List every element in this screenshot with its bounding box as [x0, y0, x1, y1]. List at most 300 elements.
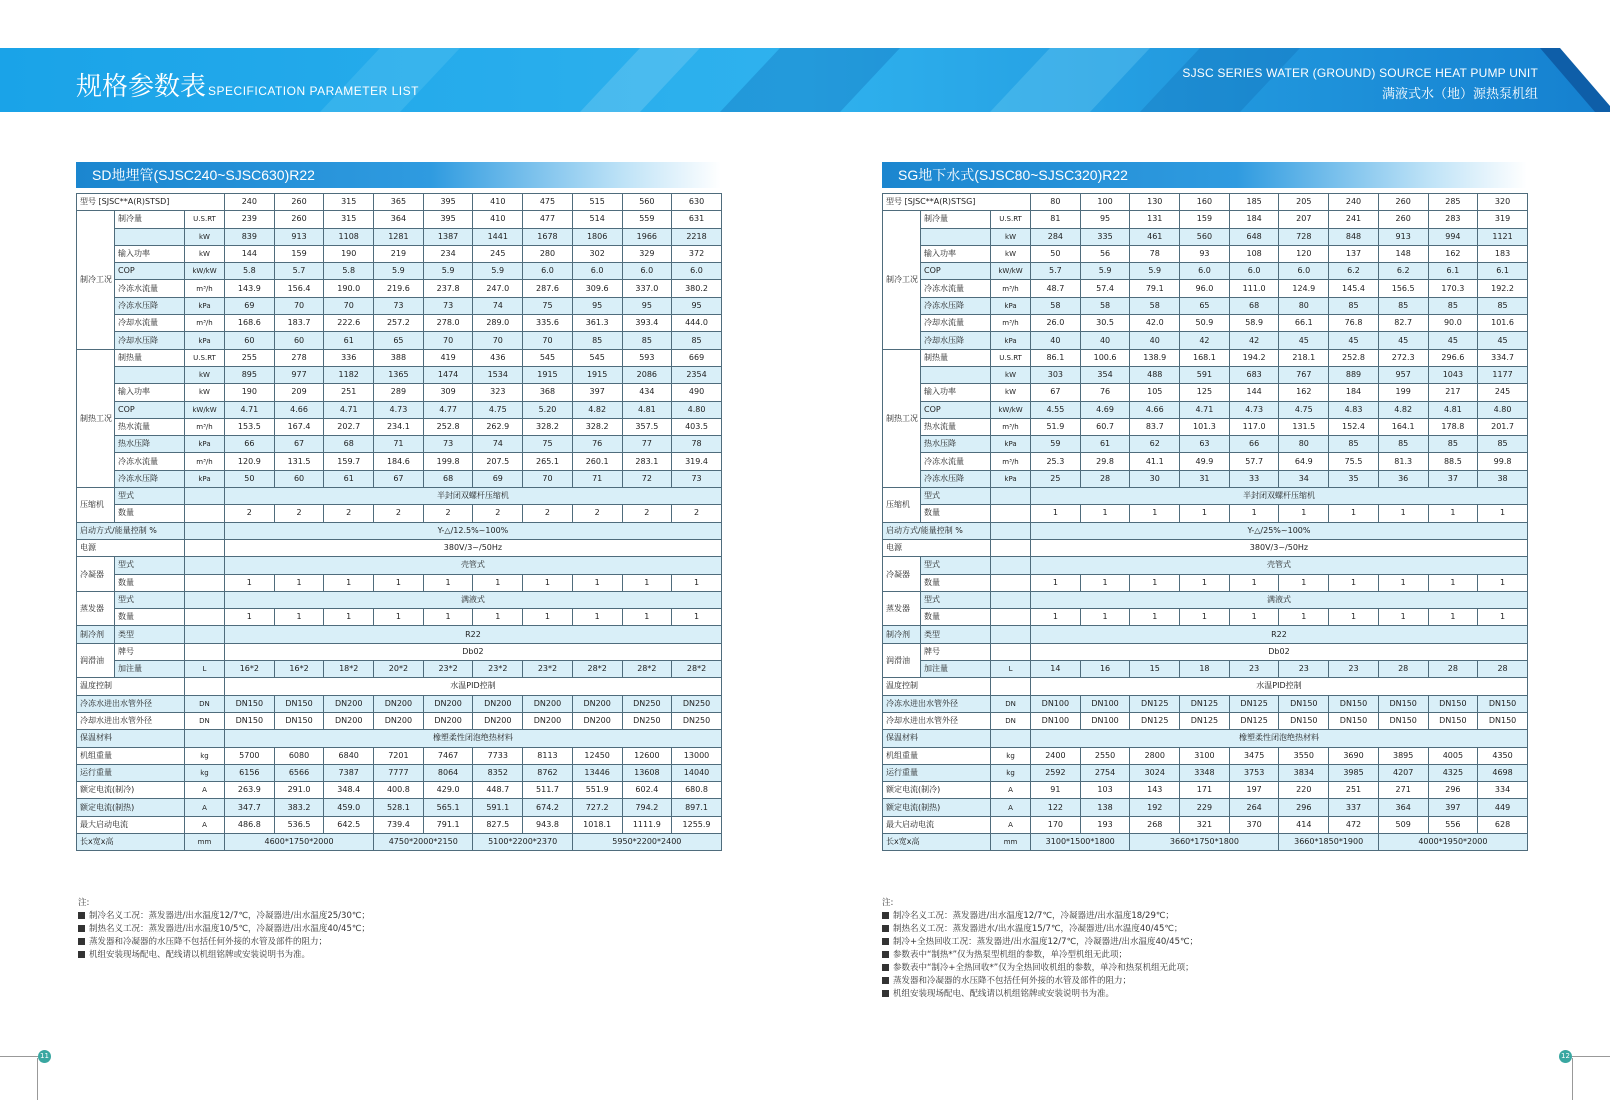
- value-cell: 16*2: [274, 661, 324, 678]
- value-cell: 192: [1130, 799, 1180, 816]
- table-row: [883, 730, 1528, 747]
- value-cell: 152.4: [1329, 418, 1379, 435]
- value-cell: 50.9: [1180, 315, 1230, 332]
- value-cell: 1111.9: [622, 816, 672, 833]
- value-cell: 791.1: [423, 816, 473, 833]
- value-cell: DN150: [1478, 695, 1528, 712]
- value-cell: DN150: [1378, 695, 1428, 712]
- value-cell: 14040: [672, 764, 722, 781]
- value-cell: 117.0: [1229, 418, 1279, 435]
- unit-cell: kPa: [185, 436, 225, 453]
- param-label: [921, 228, 991, 245]
- series-title-en: SJSC SERIES WATER (GROUND) SOURCE HEAT PUMP UNIT: [1182, 66, 1538, 80]
- value-cell: 105: [1130, 384, 1180, 401]
- right-spec-panel: [882, 162, 1527, 851]
- value-cell: 237.8: [423, 280, 473, 297]
- value-cell: DN150: [1428, 712, 1478, 729]
- value-cell: 65: [374, 332, 424, 349]
- value-cell: 4.73: [1229, 401, 1279, 418]
- value-cell: 1: [672, 574, 722, 591]
- value-cell: 319: [1478, 211, 1528, 228]
- table-row: [77, 782, 722, 799]
- value-cell: 60: [225, 332, 275, 349]
- value-cell: 895: [225, 366, 275, 383]
- param-label: 类型: [115, 626, 185, 643]
- param-label: 保温材料: [77, 730, 185, 747]
- value-cell: 45: [1279, 332, 1329, 349]
- value-cell: 1: [324, 574, 374, 591]
- value-cell: 1018.1: [572, 816, 622, 833]
- value-cell: 2754: [1080, 764, 1130, 781]
- value-cell: 1: [1031, 609, 1081, 626]
- series-title: [1182, 66, 1538, 102]
- table-row: [77, 557, 722, 574]
- unit-cell: kPa: [991, 297, 1031, 314]
- crop-line: [1572, 1056, 1610, 1057]
- value-cell: 329: [622, 245, 672, 262]
- value-cell: 58.9: [1229, 315, 1279, 332]
- value-cell: 40: [1080, 332, 1130, 349]
- value-cell: DN250: [672, 712, 722, 729]
- value-cell: 85: [1428, 436, 1478, 453]
- value-cell: 199: [1378, 384, 1428, 401]
- value-cell: 1043: [1428, 366, 1478, 383]
- value-cell: 137: [1329, 245, 1379, 262]
- value-cell: 1: [473, 609, 523, 626]
- value-cell: 528.1: [374, 799, 424, 816]
- notes-heading: 注:: [882, 898, 894, 908]
- value-cell: 278: [274, 349, 324, 366]
- value-cell: 262.9: [473, 418, 523, 435]
- value-cell: 95: [672, 297, 722, 314]
- value-cell: 178.8: [1428, 418, 1478, 435]
- span-value: Y-△/12.5%~100%: [225, 522, 722, 539]
- note-item: [882, 910, 1198, 923]
- value-cell: 994: [1428, 228, 1478, 245]
- value-cell: 28*2: [672, 661, 722, 678]
- value-cell: 34: [1279, 470, 1329, 487]
- value-cell: 337: [1329, 799, 1379, 816]
- value-cell: 6.1: [1478, 263, 1528, 280]
- value-cell: 1: [1428, 574, 1478, 591]
- left-spec-table: [76, 193, 722, 851]
- value-cell: 61: [1080, 436, 1130, 453]
- value-cell: 368: [523, 384, 573, 401]
- value-cell: 328.2: [523, 418, 573, 435]
- table-row: [883, 488, 1528, 505]
- value-cell: DN100: [1080, 712, 1130, 729]
- value-cell: 201.7: [1478, 418, 1528, 435]
- table-row: [77, 263, 722, 280]
- span-value: 半封闭双螺杆压缩机: [1031, 488, 1528, 505]
- value-cell: 5.9: [423, 263, 473, 280]
- bullet-icon: [882, 912, 889, 919]
- span-value: 380V/3~/50Hz: [1031, 539, 1528, 556]
- value-cell: 120: [1279, 245, 1329, 262]
- value-cell: DN200: [423, 695, 473, 712]
- value-cell: 1: [274, 574, 324, 591]
- value-cell: 65: [1180, 297, 1230, 314]
- param-label: 数量: [115, 609, 185, 626]
- value-cell: 199.8: [423, 453, 473, 470]
- value-cell: 68: [423, 470, 473, 487]
- table-row: [77, 315, 722, 332]
- value-cell: 486.8: [225, 816, 275, 833]
- table-row: [883, 626, 1528, 643]
- value-cell: 49.9: [1180, 453, 1230, 470]
- value-cell: 57.7: [1229, 453, 1279, 470]
- dimension-value: 5950*2200*2400: [572, 833, 721, 850]
- value-cell: 3100: [1180, 747, 1230, 764]
- value-cell: 2: [572, 505, 622, 522]
- unit-cell: [991, 505, 1031, 522]
- bullet-icon: [882, 964, 889, 971]
- value-cell: 25.3: [1031, 453, 1081, 470]
- value-cell: 2086: [622, 366, 672, 383]
- value-cell: 3348: [1180, 764, 1230, 781]
- value-cell: 73: [672, 470, 722, 487]
- param-label: 加注量: [115, 661, 185, 678]
- unit-cell: A: [185, 816, 225, 833]
- value-cell: 4.71: [225, 401, 275, 418]
- param-label: 热水流量: [115, 418, 185, 435]
- value-cell: 767: [1279, 366, 1329, 383]
- unit-cell: [991, 609, 1031, 626]
- table-row: [883, 280, 1528, 297]
- value-cell: 1: [1478, 574, 1528, 591]
- value-cell: 4.71: [1180, 401, 1230, 418]
- unit-cell: m³/h: [991, 453, 1031, 470]
- param-label: 数量: [115, 574, 185, 591]
- param-label: 冷却水流量: [921, 315, 991, 332]
- value-cell: 164.1: [1378, 418, 1428, 435]
- note-item: [882, 923, 1198, 936]
- value-cell: 545: [572, 349, 622, 366]
- group-label: 冷凝器: [883, 557, 921, 592]
- value-cell: 674.2: [523, 799, 573, 816]
- value-cell: 28: [1378, 661, 1428, 678]
- param-label: 冷冻水流量: [921, 453, 991, 470]
- value-cell: 260: [1378, 211, 1428, 228]
- value-cell: 8352: [473, 764, 523, 781]
- value-cell: 4.66: [274, 401, 324, 418]
- unit-cell: m³/h: [185, 418, 225, 435]
- table-row: [77, 643, 722, 660]
- crop-line: [0, 1056, 38, 1057]
- param-label: 额定电流(制热): [883, 799, 991, 816]
- note-text: 参数表中“制冷+全热回收*”仅为全热回收机组的参数，单冷和热泵机组无此项；: [893, 963, 1194, 973]
- value-cell: 1: [622, 609, 672, 626]
- table-row: [77, 609, 722, 626]
- table-row: [883, 297, 1528, 314]
- param-label: 额定电流(制冷): [883, 782, 991, 799]
- span-value: 橡塑柔性闭泡绝热材料: [1031, 730, 1528, 747]
- param-label: 冷却水进出水管外径: [77, 712, 185, 729]
- note-item: [78, 949, 370, 962]
- dimension-value: 4600*1750*2000: [225, 833, 374, 850]
- value-cell: 234.1: [374, 418, 424, 435]
- value-cell: 58: [1080, 297, 1130, 314]
- value-cell: 108: [1229, 245, 1279, 262]
- value-cell: 364: [374, 211, 424, 228]
- note-item: [882, 975, 1198, 988]
- value-cell: 100.6: [1080, 349, 1130, 366]
- value-cell: DN250: [622, 712, 672, 729]
- table-row: [77, 678, 722, 695]
- unit-cell: [185, 626, 225, 643]
- table-row: [883, 643, 1528, 660]
- unit-cell: DN: [185, 695, 225, 712]
- unit-cell: A: [185, 799, 225, 816]
- table-row: [77, 349, 722, 366]
- param-label: 冷却水压降: [921, 332, 991, 349]
- table-row: [77, 764, 722, 781]
- value-cell: DN150: [225, 712, 275, 729]
- value-cell: 56: [1080, 245, 1130, 262]
- value-cell: 183.7: [274, 315, 324, 332]
- param-label: 温度控制: [77, 678, 185, 695]
- value-cell: 42.0: [1130, 315, 1180, 332]
- param-label: COP: [115, 263, 185, 280]
- value-cell: 12450: [572, 747, 622, 764]
- value-cell: 190: [225, 384, 275, 401]
- value-cell: 630: [672, 194, 722, 211]
- value-cell: 448.7: [473, 782, 523, 799]
- value-cell: 160: [1180, 194, 1230, 211]
- value-cell: 143: [1130, 782, 1180, 799]
- value-cell: 2: [523, 505, 573, 522]
- value-cell: 4.73: [374, 401, 424, 418]
- value-cell: 4.77: [423, 401, 473, 418]
- bullet-icon: [78, 925, 85, 932]
- value-cell: 184.6: [374, 453, 424, 470]
- right-panel-title: SG地下水式(SJSC80~SJSC320)R22: [882, 162, 1527, 188]
- value-cell: 2: [672, 505, 722, 522]
- unit-cell: m³/h: [185, 315, 225, 332]
- value-cell: 95: [622, 297, 672, 314]
- table-row: [77, 730, 722, 747]
- value-cell: 62: [1130, 436, 1180, 453]
- unit-cell: m³/h: [991, 280, 1031, 297]
- value-cell: 6.0: [572, 263, 622, 280]
- value-cell: 74: [473, 436, 523, 453]
- value-cell: 193: [1080, 816, 1130, 833]
- param-label: 牌号: [921, 643, 991, 660]
- value-cell: 252.8: [423, 418, 473, 435]
- value-cell: 144: [1229, 384, 1279, 401]
- value-cell: 289: [374, 384, 424, 401]
- value-cell: 28*2: [622, 661, 672, 678]
- value-cell: 1: [1428, 609, 1478, 626]
- param-label: 长x宽x高: [77, 833, 185, 850]
- unit-cell: m³/h: [185, 280, 225, 297]
- note-item: [78, 936, 370, 949]
- value-cell: 1177: [1478, 366, 1528, 383]
- value-cell: 83.7: [1130, 418, 1180, 435]
- span-value: Y-△/25%~100%: [1031, 522, 1528, 539]
- value-cell: 4.66: [1130, 401, 1180, 418]
- value-cell: 111.0: [1229, 280, 1279, 297]
- unit-cell: kW/kW: [991, 401, 1031, 418]
- value-cell: 370: [1229, 816, 1279, 833]
- unit-cell: [991, 591, 1031, 608]
- value-cell: DN200: [374, 712, 424, 729]
- value-cell: 4207: [1378, 764, 1428, 781]
- value-cell: 1915: [572, 366, 622, 383]
- value-cell: 1: [1080, 574, 1130, 591]
- value-cell: 3753: [1229, 764, 1279, 781]
- value-cell: 79.1: [1130, 280, 1180, 297]
- bullet-icon: [78, 912, 85, 919]
- value-cell: 509: [1378, 816, 1428, 833]
- value-cell: 45: [1428, 332, 1478, 349]
- notes-heading: 注:: [78, 898, 90, 908]
- value-cell: DN125: [1130, 712, 1180, 729]
- table-row: [77, 418, 722, 435]
- value-cell: 3895: [1378, 747, 1428, 764]
- param-label: 型式: [115, 591, 185, 608]
- value-cell: 50: [1031, 245, 1081, 262]
- unit-cell: kW/kW: [185, 401, 225, 418]
- table-row: [77, 833, 722, 850]
- value-cell: 85: [1329, 297, 1379, 314]
- value-cell: 4.71: [324, 401, 374, 418]
- unit-cell: m³/h: [991, 418, 1031, 435]
- param-label: 输入功率: [921, 384, 991, 401]
- value-cell: 1: [672, 609, 722, 626]
- unit-cell: kg: [991, 747, 1031, 764]
- value-cell: 1: [1229, 609, 1279, 626]
- value-cell: 23: [1279, 661, 1329, 678]
- value-cell: DN200: [473, 695, 523, 712]
- value-cell: 13446: [572, 764, 622, 781]
- value-cell: 131.5: [274, 453, 324, 470]
- value-cell: 1: [1180, 609, 1230, 626]
- unit-cell: kPa: [991, 470, 1031, 487]
- unit-cell: [991, 557, 1031, 574]
- value-cell: 268: [1130, 816, 1180, 833]
- value-cell: 260.1: [572, 453, 622, 470]
- value-cell: 138.9: [1130, 349, 1180, 366]
- value-cell: 2400: [1031, 747, 1081, 764]
- table-row: [77, 211, 722, 228]
- table-row: [883, 453, 1528, 470]
- value-cell: 334.7: [1478, 349, 1528, 366]
- value-cell: 247.0: [473, 280, 523, 297]
- value-cell: 383.2: [274, 799, 324, 816]
- value-cell: 58: [1031, 297, 1081, 314]
- table-row: [77, 245, 722, 262]
- value-cell: 4.82: [1378, 401, 1428, 418]
- value-cell: 85: [1329, 436, 1379, 453]
- value-cell: 1: [324, 609, 374, 626]
- value-cell: 728: [1279, 228, 1329, 245]
- value-cell: 628: [1478, 816, 1528, 833]
- value-cell: 477: [523, 211, 573, 228]
- value-cell: DN150: [1378, 712, 1428, 729]
- value-cell: DN200: [523, 712, 573, 729]
- value-cell: 2218: [672, 228, 722, 245]
- value-cell: 309: [423, 384, 473, 401]
- value-cell: 255: [225, 349, 275, 366]
- value-cell: 145.4: [1329, 280, 1379, 297]
- value-cell: 148: [1378, 245, 1428, 262]
- unit-cell: kPa: [185, 470, 225, 487]
- value-cell: 5.20: [523, 401, 573, 418]
- value-cell: 2: [225, 505, 275, 522]
- value-cell: 680.8: [672, 782, 722, 799]
- table-row: [77, 505, 722, 522]
- table-row: [77, 384, 722, 401]
- value-cell: 184: [1229, 211, 1279, 228]
- param-label: 型式: [115, 557, 185, 574]
- value-cell: 8064: [423, 764, 473, 781]
- value-cell: 560: [1180, 228, 1230, 245]
- value-cell: 1: [1329, 609, 1379, 626]
- value-cell: 1387: [423, 228, 473, 245]
- value-cell: 977: [274, 366, 324, 383]
- value-cell: 1441: [473, 228, 523, 245]
- value-cell: 168.6: [225, 315, 275, 332]
- value-cell: 263.9: [225, 782, 275, 799]
- value-cell: 217: [1428, 384, 1478, 401]
- value-cell: 1: [473, 574, 523, 591]
- left-spec-panel: [76, 162, 721, 851]
- value-cell: 1108: [324, 228, 374, 245]
- value-cell: 4.75: [473, 401, 523, 418]
- dimension-value: 3660*1750*1800: [1130, 833, 1279, 850]
- unit-cell: [185, 574, 225, 591]
- value-cell: 251: [324, 384, 374, 401]
- value-cell: DN100: [1031, 712, 1081, 729]
- table-row: [883, 366, 1528, 383]
- value-cell: DN100: [1080, 695, 1130, 712]
- value-cell: 280: [523, 245, 573, 262]
- value-cell: 559: [622, 211, 672, 228]
- unit-cell: U.S.RT: [991, 349, 1031, 366]
- value-cell: 515: [572, 194, 622, 211]
- value-cell: 194.2: [1229, 349, 1279, 366]
- value-cell: 393.4: [622, 315, 672, 332]
- value-cell: DN200: [572, 695, 622, 712]
- span-value: 380V/3~/50Hz: [225, 539, 722, 556]
- value-cell: 1: [423, 609, 473, 626]
- param-label: 冷冻水流量: [921, 280, 991, 297]
- value-cell: 1: [1428, 505, 1478, 522]
- value-cell: 3985: [1329, 764, 1379, 781]
- unit-cell: [185, 539, 225, 556]
- value-cell: 348.4: [324, 782, 374, 799]
- dimension-value: 4000*1950*2000: [1378, 833, 1527, 850]
- unit-cell: [185, 730, 225, 747]
- value-cell: 18*2: [324, 661, 374, 678]
- value-cell: 565.1: [423, 799, 473, 816]
- dimension-value: 5100*2200*2370: [473, 833, 572, 850]
- value-cell: 347.7: [225, 799, 275, 816]
- value-cell: 285: [1428, 194, 1478, 211]
- value-cell: 76: [572, 436, 622, 453]
- value-cell: DN250: [622, 695, 672, 712]
- param-label: 冷冻水流量: [115, 453, 185, 470]
- value-cell: 184: [1329, 384, 1379, 401]
- unit-cell: kW/kW: [185, 263, 225, 280]
- value-cell: 70: [274, 297, 324, 314]
- value-cell: 63: [1180, 436, 1230, 453]
- param-label: 运行重量: [883, 764, 991, 781]
- value-cell: 4.81: [1428, 401, 1478, 418]
- value-cell: 514: [572, 211, 622, 228]
- value-cell: 1: [423, 574, 473, 591]
